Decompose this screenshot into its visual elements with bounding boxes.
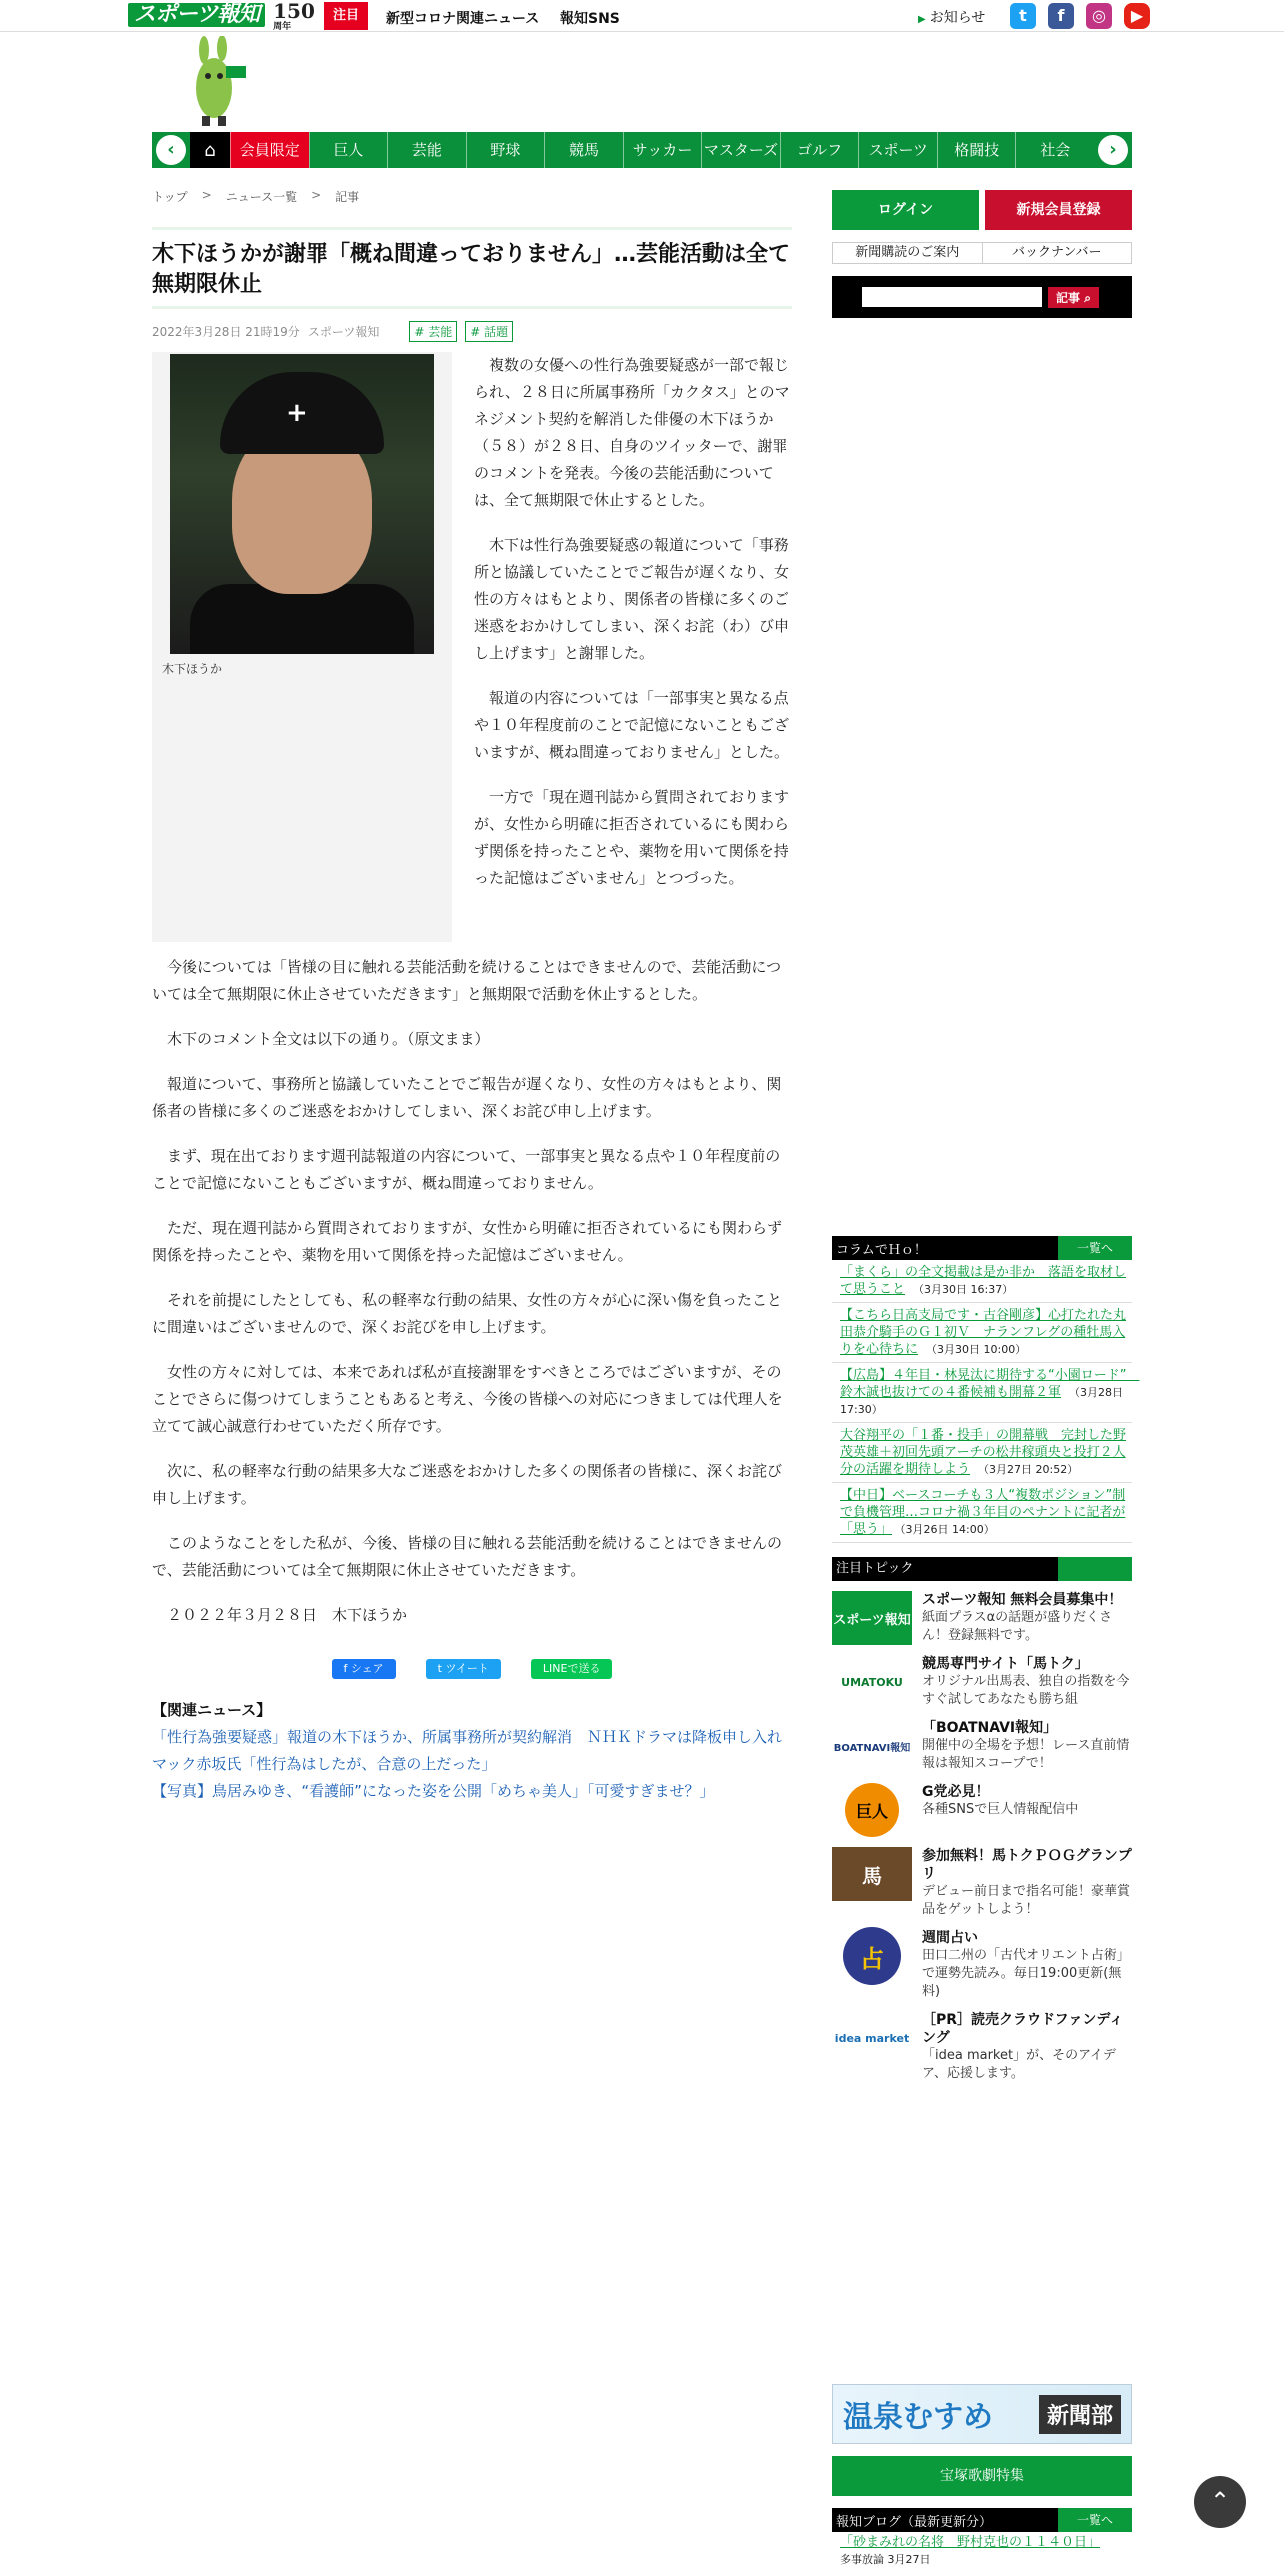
topic-item[interactable] [832, 1783, 1132, 1837]
subscribe-link[interactable]: 新聞購読のご案内 [855, 245, 960, 260]
nav-item-entertainment[interactable]: 芸能 [387, 132, 466, 168]
column-date: （3月26日 14:00） [900, 1523, 995, 1536]
lead-text [452, 352, 792, 942]
related-link[interactable]: 「性行為強要疑惑」報道の木下ほうか、所属事務所が契約解消 ＮＨＫドラマは降板申し入れ [152, 1728, 783, 1746]
photo-box [152, 352, 452, 942]
article-body [152, 954, 792, 1629]
nav-item-masters[interactable]: マスターズ [701, 132, 780, 168]
takarazuka-button[interactable]: 宝塚歌劇特集 [832, 2456, 1132, 2496]
paragraph: 女性の方々に対しては、本来であれば私が直接謝罪をすべきところではございますが、そのことでさらに傷つけてしまうこともあると考え、今後の皆様への対応につきましては代理人を立てて誠心誠意行わせていただく所存です。 [152, 1363, 783, 1435]
column-more-link[interactable]: 一覧へ [1058, 1236, 1132, 1260]
fortune-icon: 占 [843, 1927, 901, 1985]
hochi-sns-link[interactable]: 報知SNS [560, 11, 620, 27]
top-bar [0, 0, 1284, 32]
search-button-label: 記事 [1056, 290, 1081, 305]
topic-thumbnail [832, 1783, 912, 1837]
sidebar [832, 190, 1140, 2083]
nav-item-keiba[interactable]: 競馬 [544, 132, 623, 168]
topic-title: G党必見！ [922, 1784, 990, 1800]
tweet-button[interactable]: t ツイート [426, 1659, 501, 1679]
topic-thumbnail [832, 1929, 912, 1983]
topic-desc: オリジナル出馬表、独自の指数を今すぐ試してあなたも勝ち組 [922, 1674, 1130, 1707]
topic-desc: 開催中の全場を予想！レース直前情報は報知スコープで！ [922, 1738, 1130, 1771]
topic-item[interactable] [832, 1929, 1132, 2001]
topic-desc: 田口二州の「古代オリエント占術」で運勢先読み。毎日19:00更新(無料) [922, 1948, 1130, 1999]
paragraph: 木下のコメント全文は以下の通り。（原文まま） [167, 1030, 490, 1048]
anniversary-number: 150 [273, 0, 315, 23]
chevron-up-icon: ⌃ [1209, 2487, 1231, 2515]
site-logo[interactable] [128, 0, 315, 32]
blog-section-title: 報知ブログ（最新更新分） [836, 2514, 993, 2530]
topic-thumbnail: UMATOKU [832, 1655, 912, 1709]
paragraph: 報道について、事務所と協議していたことでご報告が遅くなり、女性の方々はもとより、関係者の皆様に多くのご迷惑をおかけしてしまい、深くお詫び申し上げます。 [152, 1075, 782, 1120]
auth-buttons [832, 190, 1132, 230]
search-button[interactable] [1048, 287, 1099, 308]
column-section-title: コラムでＨｏ！ [836, 1242, 927, 1258]
article-source: スポーツ報知 [307, 325, 380, 339]
breadcrumb [152, 188, 792, 205]
ad-space [832, 318, 1132, 1236]
idea-market-logo: idea market [832, 2011, 912, 2065]
paragraph: 木下は性行為強要疑惑の報道について「事務所と協議していたことでご報告が遅くなり、女性の方々はもとより、関係者の皆様に多くのご迷惑をおかけしてしまい、深くお詫（わ）び申し上げます」と謝罪した。 [474, 536, 790, 662]
subscription-links [832, 242, 1132, 264]
blog-link[interactable]: 「砂まみれの名将 野村克也の１１４０日」 [840, 2535, 1101, 2550]
blog-date: 多事放論 3月27日 [840, 2553, 931, 2566]
paragraph: このようなことをした私が、今後、皆様の目に触れる芸能活動を続けることはできませんので、芸能活動については全て無期限に休止させていただきます。 [152, 1534, 783, 1579]
article-meta [152, 321, 792, 342]
blog-section-header [832, 2508, 1132, 2532]
related-link[interactable]: マック赤坂氏「性行為はしたが、合意の上だった」 [152, 1755, 497, 1773]
paragraph: 報道の内容については「一部事実と異なる点や１０年程度前のことで記憶にないこともございますが、概ね間違っておりません」とした。 [474, 689, 790, 761]
topic-item[interactable] [832, 1719, 1132, 1773]
column-link[interactable]: 【広島】４年目・林晃汰に期待する“小園ロード” 鈴木誠也抜けての４番候補も開幕２軍 [840, 1368, 1140, 1400]
paragraph: それを前提にしたとしても、私の軽率な行動の結果、女性の方々が心に深い傷を負ったことに間違いはございませんので、深くお詫びを申し上げます。 [152, 1291, 783, 1336]
nav-next-button[interactable] [1094, 132, 1132, 168]
paragraph: 複数の女優への性行為強要疑惑が一部で報じられ、２８日に所属事務所「カクタス」とのマネジメント契約を解消した俳優の木下ほうか（５８）が２８日、自身のツイッターで、謝罪のコメントを発表。今後の芸能活動については、全て無期限で休止するとした。 [474, 356, 790, 509]
nav-item-sports[interactable]: スポーツ [858, 132, 937, 168]
title-block [152, 227, 792, 309]
paragraph: 一方で「現在週刊誌から質問されておりますが、女性から明確に拒否されているにも関わらず関係を持ったことや、薬物を用いて関係を持った記憶はございません」とつづった。 [474, 788, 790, 887]
column-item [832, 1363, 1140, 1423]
column-link[interactable]: 大谷翔平の「１番・投手」の開幕戦 完封した野茂英雄＋初回先頭アーチの松井稼頭央と投打２人分の活躍を期待しよう [840, 1428, 1127, 1477]
column-date: （3月30日 10:00） [926, 1343, 1027, 1356]
topic-title: 「BOATNAVI報知」 [922, 1720, 1058, 1736]
article-title: 木下ほうかが謝罪「概ね間違っておりません」…芸能活動は全て無期限休止 [152, 242, 791, 297]
topic-section-header [832, 1557, 1132, 1581]
chevron-left-icon: ‹ [156, 135, 186, 165]
instagram-icon[interactable]: ◎ [1086, 3, 1112, 29]
related-news-title: 【関連ニュース】 [152, 1701, 272, 1719]
topic-item[interactable] [832, 1847, 1132, 1919]
paragraph: まず、現在出ております週刊誌報道の内容について、一部事実と異なる点や１０年程度前のことで記憶にないこともございますが、概ね間違っておりません。 [152, 1147, 781, 1192]
topic-item[interactable] [832, 1591, 1132, 1645]
nav-item-golf[interactable]: ゴルフ [780, 132, 859, 168]
breadcrumb-top[interactable]: トップ [152, 190, 188, 204]
related-news [152, 1699, 792, 1805]
signature-line: ２０２２年３月２８日 木下ほうか [167, 1606, 408, 1624]
chevron-right-icon: › [1098, 135, 1128, 165]
home-icon[interactable]: ⌂ [190, 132, 230, 168]
search-box [832, 276, 1132, 318]
topic-item[interactable] [832, 1655, 1132, 1709]
topic-desc: 紙面プラスαの話題が盛りだくさん！登録無料です。 [922, 1610, 1113, 1643]
topic-title: 参加無料！馬トクＰＯＧグランプリ [922, 1848, 1132, 1882]
register-button[interactable]: 新規会員登録 [985, 190, 1132, 230]
chumoku-badge: 注目 [324, 2, 368, 30]
onsen-musume-banner[interactable] [832, 2384, 1132, 2444]
topic-title: ［PR］読売クラウドファンディング [922, 2012, 1124, 2046]
horse-icon: 馬 [832, 1847, 912, 1901]
nav-item-giants[interactable]: 巨人 [309, 132, 388, 168]
related-link[interactable]: 【写真】鳥居みゆき、“看護師”になった姿を公開「めちゃ美人」「可愛すぎませ？」 [152, 1782, 715, 1800]
column-item [832, 1260, 1132, 1303]
paragraph: ただ、現在週刊誌から質問されておりますが、女性から明確に拒否されているにも関わらず関係を持ったことや、薬物を用いて関係を持った記憶はございません。 [152, 1219, 783, 1264]
anniversary-mark [273, 0, 315, 32]
breadcrumb-separator: > [311, 188, 322, 202]
line-share-button[interactable]: LINEで送る [531, 1659, 613, 1679]
column-date: （3月28日 17:30） [840, 1386, 1124, 1416]
topic-section-title: 注目トピック [836, 1561, 914, 1576]
nav-item-soccer[interactable]: サッカー [623, 132, 702, 168]
column-item [832, 1303, 1132, 1363]
article-date: 2022年3月28日 21時19分 [152, 325, 300, 339]
topic-item[interactable] [832, 2011, 1132, 2083]
column-date: （3月30日 16:37） [913, 1283, 1014, 1296]
facebook-share-button[interactable]: f シェア [332, 1659, 396, 1679]
topic-desc: デビュー前日まで指名可能！豪華賞品をゲットしよう！ [922, 1884, 1131, 1917]
column-item [832, 1483, 1132, 1543]
topic-title: スポーツ報知 無料会員募集中！ [922, 1592, 1123, 1608]
giants-logo-icon: 巨人 [845, 1783, 899, 1837]
topic-header-bar [1058, 1557, 1132, 1581]
tag-entertainment[interactable]: # 芸能 [409, 321, 457, 342]
topic-desc: 「idea market」が、そのアイデア、応援します。 [922, 2048, 1116, 2081]
breadcrumb-separator: > [201, 188, 212, 202]
youtube-icon[interactable]: ▶ [1124, 3, 1150, 29]
article-photo[interactable]: + [170, 354, 434, 654]
paragraph: 次に、私の軽率な行動の結果多大なご迷惑をおかけした多くの関係者の皆様に、深くお詫び申し上げます。 [152, 1462, 783, 1507]
oshirase-link[interactable]: ▶ お知らせ [918, 7, 985, 27]
logo-text: スポーツ報知 [128, 3, 265, 27]
nav-prev-button[interactable] [152, 132, 190, 168]
nav-item-society[interactable]: 社会 [1015, 132, 1094, 168]
topic-title: 競馬専門サイト「馬トク」 [922, 1656, 1089, 1672]
nav-item-fighting[interactable]: 格闘技 [937, 132, 1016, 168]
twitter-icon[interactable]: t [1010, 3, 1036, 29]
anniversary-sub: 周年 [273, 21, 292, 32]
article-column [152, 188, 792, 1805]
column-link[interactable]: 「まくら」の全文掲載は是か非か 落語を取材して思うこと [840, 1265, 1127, 1297]
blog-item [832, 2532, 1132, 2568]
photo-caption: 木下ほうか [162, 662, 223, 676]
nav-item-members[interactable]: 会員限定 [230, 132, 309, 168]
breadcrumb-news-list[interactable]: ニュース一覧 [225, 190, 298, 204]
mascot-icon[interactable] [188, 36, 248, 128]
nav-item-baseball[interactable]: 野球 [466, 132, 545, 168]
topic-thumbnail: BOATNAVI報知 [832, 1719, 912, 1773]
scroll-to-top-button[interactable] [1194, 2476, 1246, 2528]
column-section-header [832, 1236, 1132, 1260]
column-link[interactable]: 【中日】ベースコーチも３人“複数ポジション”制で負機管理…コロナ禍３年目のペナントに記者が「思う」 [840, 1488, 1126, 1537]
topic-thumbnail: スポーツ報知 [832, 1591, 912, 1645]
share-buttons [152, 1659, 792, 1679]
column-item [832, 1423, 1132, 1483]
breadcrumb-current: 記事 [335, 190, 360, 204]
onsen-banner-sub: 新聞部 [1039, 2395, 1121, 2434]
topic-desc: 各種SNSで巨人情報配信中 [922, 1802, 1079, 1817]
covid-news-link[interactable]: 新型コロナ関連ニュース [386, 11, 540, 27]
category-nav [152, 132, 1132, 168]
column-date: （3月27日 20:52） [978, 1463, 1079, 1476]
facebook-icon[interactable]: f [1048, 3, 1074, 29]
onsen-banner-title: 温泉むすめ [843, 2400, 993, 2435]
topic-title: 週間占い [922, 1930, 978, 1946]
article-lead [152, 352, 792, 942]
paragraph: 今後については「皆様の目に触れる芸能活動を続けることはできませんので、芸能活動については全て無期限に休止させていただきます」と無期限で活動を休止するとした。 [152, 958, 782, 1003]
blog-more-link[interactable]: 一覧へ [1058, 2508, 1132, 2532]
backnumber-link[interactable]: バックナンバー [982, 243, 1132, 263]
login-button[interactable]: ログイン [832, 190, 979, 230]
search-input[interactable] [862, 287, 1042, 307]
tag-topic[interactable]: # 話題 [465, 321, 513, 342]
column-link[interactable]: 【こちら日高支局です・古谷剛彦】心打たれた丸田恭介騎手のＧ１初Ｖ ナランフレグの種牡馬入りを心待ちに [840, 1308, 1127, 1357]
search-icon: ⌕ [1084, 290, 1091, 305]
